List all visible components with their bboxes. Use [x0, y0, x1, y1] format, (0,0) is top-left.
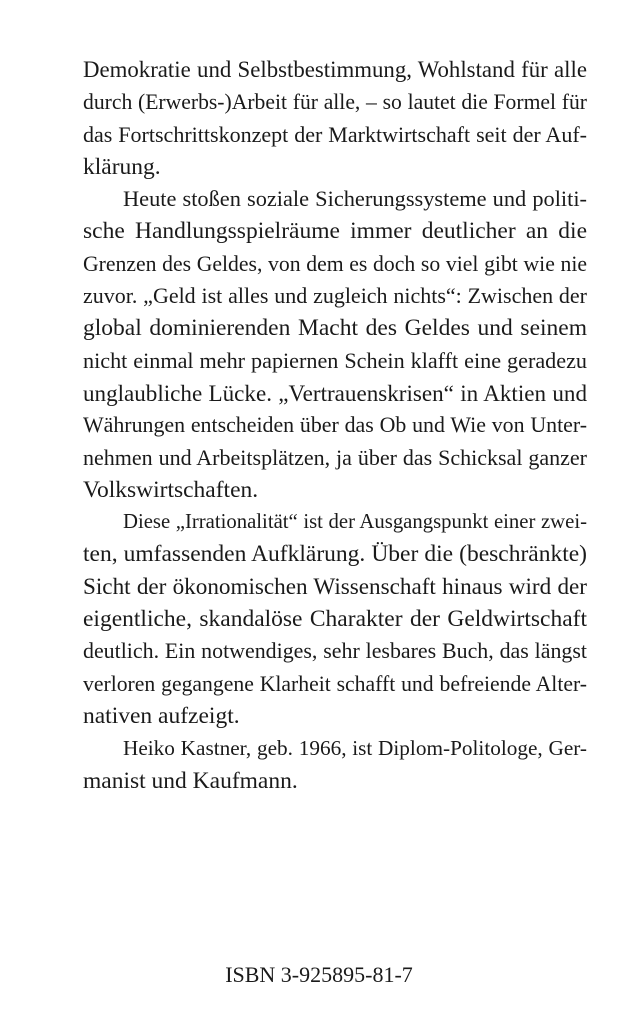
blurb-line: global dominierenden Macht des Geldes und seinem: [83, 315, 587, 342]
blurb-line: Währungen entscheiden über das Ob und Wie von Unter-: [83, 413, 587, 438]
blurb-line: unglaubliche Lücke. „Vertrauenskrisen“ in Aktien und: [83, 379, 587, 406]
blurb-line: klärung.: [83, 153, 161, 180]
blurb-line: ten, umfassenden Aufklärung. Über die (beschränkte): [83, 541, 587, 568]
blurb-line: nativen aufzeigt.: [83, 702, 240, 729]
blurb-line: nicht einmal mehr papiernen Schein klafft eine geradezu: [83, 347, 587, 373]
author-bio-line: manist und Kaufmann.: [83, 767, 298, 794]
blurb-line: deutlich. Ein notwendiges, sehr lesbares Buch, das längst: [83, 638, 587, 664]
author-bio-line: Heiko Kastner, geb. 1966, ist Diplom-Politologe, Ger-: [123, 736, 587, 761]
blurb-line: sche Handlungsspielräume immer deutlicher an die: [83, 218, 587, 245]
blurb-text: [83, 54, 587, 797]
blurb-line: Sicht der ökonomischen Wissenschaft hinaus wird der: [83, 573, 587, 600]
isbn-number: ISBN 3-925895-81-7: [225, 962, 413, 987]
blurb-line: das Fortschrittskonzept der Marktwirtschaft seit der Auf-: [83, 121, 587, 147]
blurb-line: Heute stoßen soziale Sicherungssysteme und politi-: [123, 186, 587, 212]
blurb-line: Grenzen des Geldes, von dem es doch so viel gibt wie nie: [83, 251, 587, 276]
blurb-line: eigentliche, skandalöse Charakter der Geldwirtschaft: [83, 606, 587, 633]
blurb-line: Volkswirtschaften.: [83, 476, 259, 503]
blurb-line: durch (Erwerbs-)Arbeit für alle, – so lautet die Formel für: [83, 90, 587, 115]
blurb-line: nehmen und Arbeitsplätzen, ja über das Schicksal ganzer: [83, 444, 587, 470]
blurb-line: Demokratie und Selbstbestimmung, Wohlstand für alle: [83, 57, 587, 82]
blurb-line: zuvor. „Geld ist alles und zugleich nichts“: Zwischen der: [83, 283, 587, 309]
blurb-line: verloren gegangene Klarheit schafft und befreiende Alter-: [83, 671, 587, 696]
blurb-line: Diese „Irrationalität“ ist der Ausgangspunkt einer zwei-: [123, 511, 587, 534]
